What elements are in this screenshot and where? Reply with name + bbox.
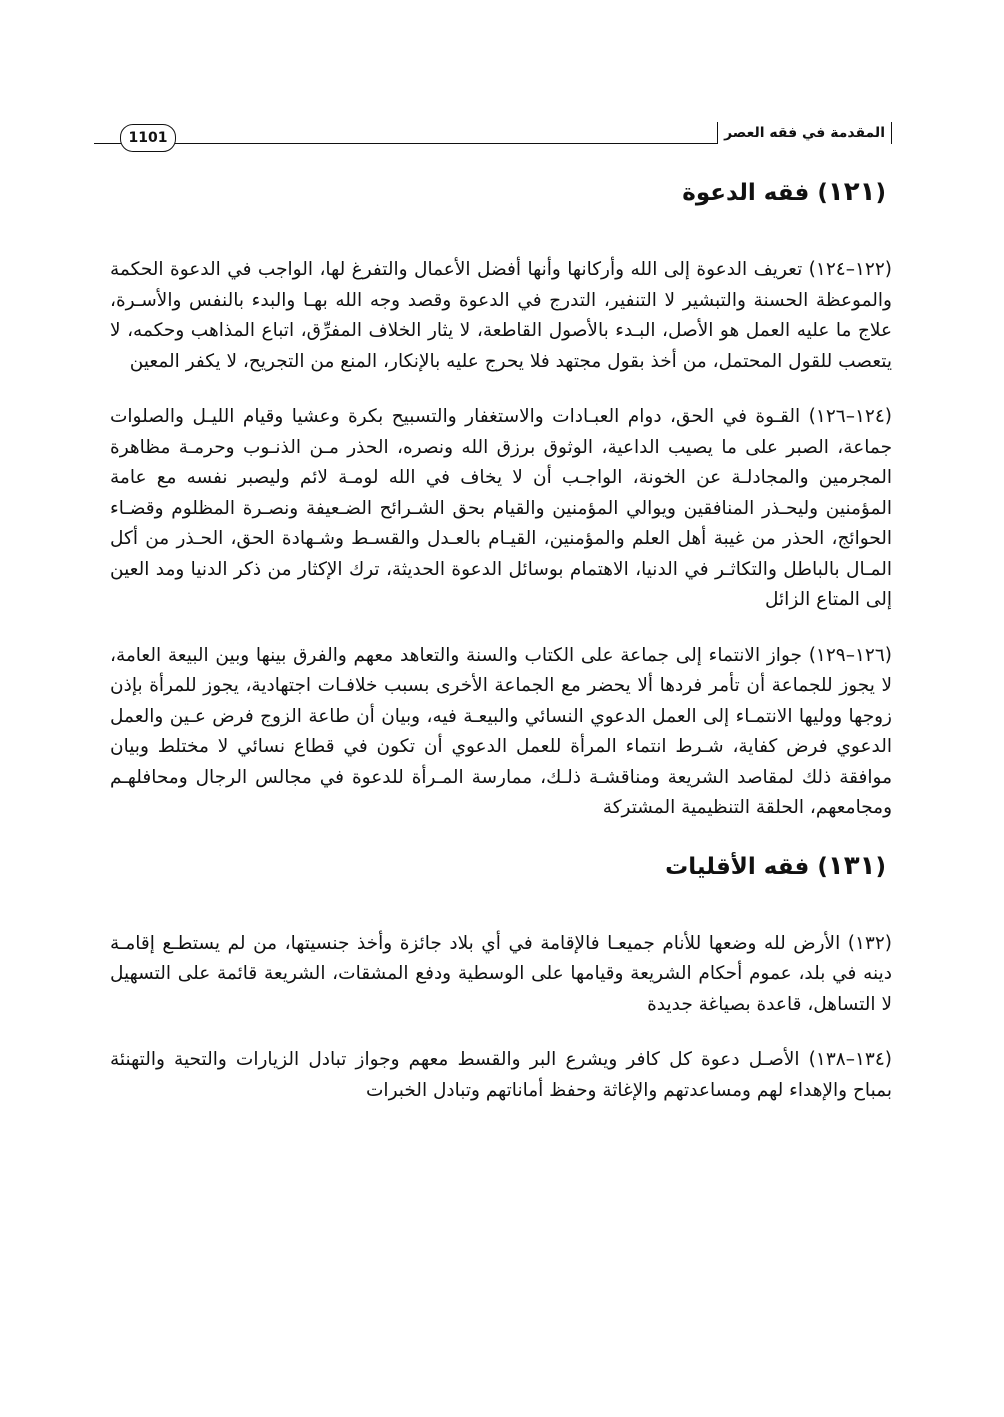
page-content <box>110 172 892 1106</box>
section-heading <box>110 172 892 213</box>
spacer <box>110 824 892 846</box>
paragraph: (١٣٤–١٣٨) الأصـل دعوة كل كافر ويشرع البر والقسط معهم وجواز تبادل الزيارات والتحية والتهنئة بمباح والإهداء لهم ومساعدتهم والإغاثة وحفظ أماناتهم وتبادل الخبرات <box>110 1049 892 1101</box>
spacer <box>110 213 892 255</box>
paragraph: (١٢٤–١٢٦) القـوة في الحق، دوام العبـادات والاستغفار والتسبيح بكرة وعشيا وقيام الليـل والصلوات جماعة، الصبر على ما يصيب الداعية، الوثوق برزق الله ونصره، الحذر مـن الذنـوب وحرمـة مظاهرة المجرمين والمجادلـة عن الخونة، الواجـب أن لا يخاف في الله لومـة لائم وليصبر نفسه مع عامة المؤمنين وليحـذر المنافقين ويوالي المؤمنين والقيام بحق الشـرائح الضـعيفة ونصـرة المظلوم وقضـاء الحوائج، الحذر من غيبة أهل العلم والمؤمنين، القيـام بالعـدل والقسـط وشـهادة الحق، الحـذر من أكل المـال بالباطل والتكاثـر في الدنيا، الاهتمام بوسائل الدعوة الحديثة، ترك الإكثار من ذكر الدنيا ومد العين إلى المتاع الزائل <box>110 406 892 610</box>
paragraph: (١٣٢) الأرض لله وضعها للأنام جميعـا فالإقامة في أي بلاد جائزة وأخذ جنسيتها، من لم يستطـع إقامـة دينه في بلد، عموم أحكام الشريعة وقيامها على الوسطية ودفع المشقات، الشريعة قائمة على التسهيل لا التساهل، قاعدة بصياغة جديدة <box>110 932 892 1015</box>
section-title: فقه الدعوة <box>682 180 810 206</box>
spacer <box>110 377 892 402</box>
paragraph: (١٢٢–١٢٤) تعريف الدعوة إلى الله وأركانها وأنها أفضل الأعمال والتفرغ لها، الواجب في الدعوة الحكمة والموعظة الحسنة والتبشير لا التنفير، التدرج في الدعوة وقصد وجه الله بهـا والبدء بالنفس والأسـرة، علاج ما عليه العمل هو الأصل، البـدء بالأصول القاطعة، لا يثار الخلاف المفرِّق، اتباع المذاهب وحكمه، لا يتعصب للقول المحتمل، من أخذ بقول مجتهد فلا يحرج عليه بالإنكار، المنع من التجريح، لا يكفر المعين <box>110 259 892 372</box>
section-number: ١٣١ <box>827 850 876 881</box>
spacer <box>110 887 892 929</box>
spacer <box>110 616 892 641</box>
heading-close-paren: ) <box>817 853 828 880</box>
heading-open-paren: ( <box>875 180 886 206</box>
running-header-title: المقدمة في فقه العصر <box>717 122 892 144</box>
section-heading <box>110 846 892 887</box>
spacer <box>110 1020 892 1045</box>
heading-close-paren: ) <box>817 180 828 206</box>
section-number: ١٢١ <box>827 177 876 207</box>
section-title: فقه الأقليات <box>665 853 810 880</box>
paragraph: (١٢٦–١٢٩) جواز الانتماء إلى جماعة على الكتاب والسنة والتعاهد معهم والفرق بينها وبين البيعة العامة، لا يجوز للجماعة أن تأمر فردها ألا يحضر مع الجماعة الأخرى بسبب خلافـات اجتهادية، يجوز للمرأة بإذن زوجها ووليها الانتمـاء إلى العمل الدعوي النسائي والبيعـة فيه، وبيان أن طاعة الزوج فرض عـين والعمل الدعوي فرض كفاية، شـرط انتماء المرأة للعمل الدعوي أن تكون في قطاع نسائي لا مختلط وبيان موافقة ذلك لمقاصد الشريعة ومناقشـة ذلـك، ممارسة المـرأة للدعوة في مجالس الرجال ومحافلهـم ومجامعهم، الحلقة التنظيمية المشتركة <box>110 644 892 818</box>
heading-open-paren: ( <box>875 853 886 880</box>
page-number: 1101 <box>120 124 176 152</box>
